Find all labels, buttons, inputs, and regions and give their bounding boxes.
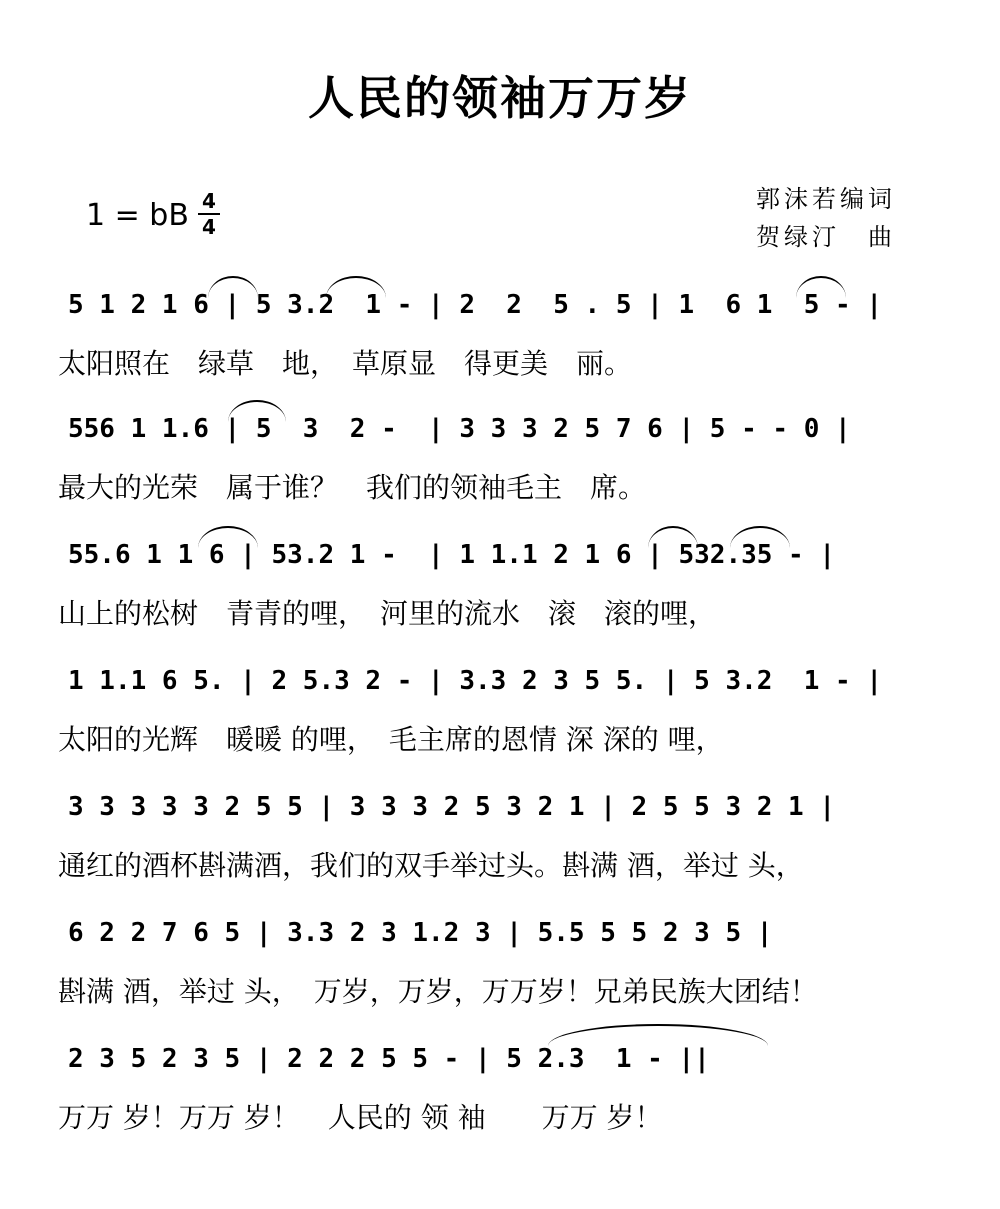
notation-line: 5 1 2 1 6 | 5 3.2 1 - | 2 2 5 . 5 | 1 6 1 5 - | — [68, 290, 882, 320]
notation-line: 1 1.1 6 5. | 2 5.3 2 - | 3.3 2 3 5 5. | 5 3.2 1 - | — [68, 666, 882, 696]
meter-bottom: 4 — [202, 215, 216, 239]
composer-credit: 贺绿汀 曲 — [756, 223, 896, 251]
notation-line: 556 1 1.6 | 5 3 2 - | 3 3 3 2 5 7 6 | 5 - - 0 | — [68, 414, 851, 444]
key-signature: 1 = bB — [86, 198, 189, 233]
lyrics-line: 山上的松树 青青的哩， 河里的流水 滚 滚的哩， — [58, 597, 717, 630]
notation-line: 3 3 3 3 3 2 5 5 | 3 3 3 2 5 3 2 1 | 2 5 5 3 2 1 | — [68, 792, 836, 822]
slur — [548, 1024, 768, 1046]
time-signature — [198, 190, 220, 238]
credits — [756, 180, 896, 256]
notation-line: 55.6 1 1 6 | 53.2 1 - | 1 1.1 2 1 6 | 532.35 - | — [68, 540, 836, 570]
lyrics-line: 斟满 酒，举过 头， 万岁，万岁，万万岁！兄弟民族大团结！ — [58, 975, 818, 1008]
lyrics-line: 通红的酒杯斟满酒，我们的双手举过头。斟满 酒，举过 头， — [58, 849, 804, 882]
lyrics-line: 太阳的光辉 暖暖 的哩， 毛主席的恩情 深 深的 哩， — [58, 723, 724, 756]
song-title: 人民的领袖万万岁 — [308, 71, 692, 125]
notation-line: 2 3 5 2 3 5 | 2 2 2 5 5 - | 5 2.3 1 - || — [68, 1044, 710, 1074]
lyrics-line: 太阳照在 绿草 地， 草原显 得更美 丽。 — [58, 347, 633, 380]
lyrics-line: 万万 岁！万万 岁！ 人民的 领 袖 万万 岁！ — [58, 1101, 663, 1134]
notation-line: 6 2 2 7 6 5 | 3.3 2 3 1.2 3 | 5.5 5 5 2 3 5 | — [68, 918, 773, 948]
lyricist-credit: 郭沫若编词 — [756, 185, 896, 213]
lyrics-line: 最大的光荣 属于谁？ 我们的领袖毛主 席。 — [58, 471, 647, 504]
meter-top: 4 — [202, 189, 216, 213]
